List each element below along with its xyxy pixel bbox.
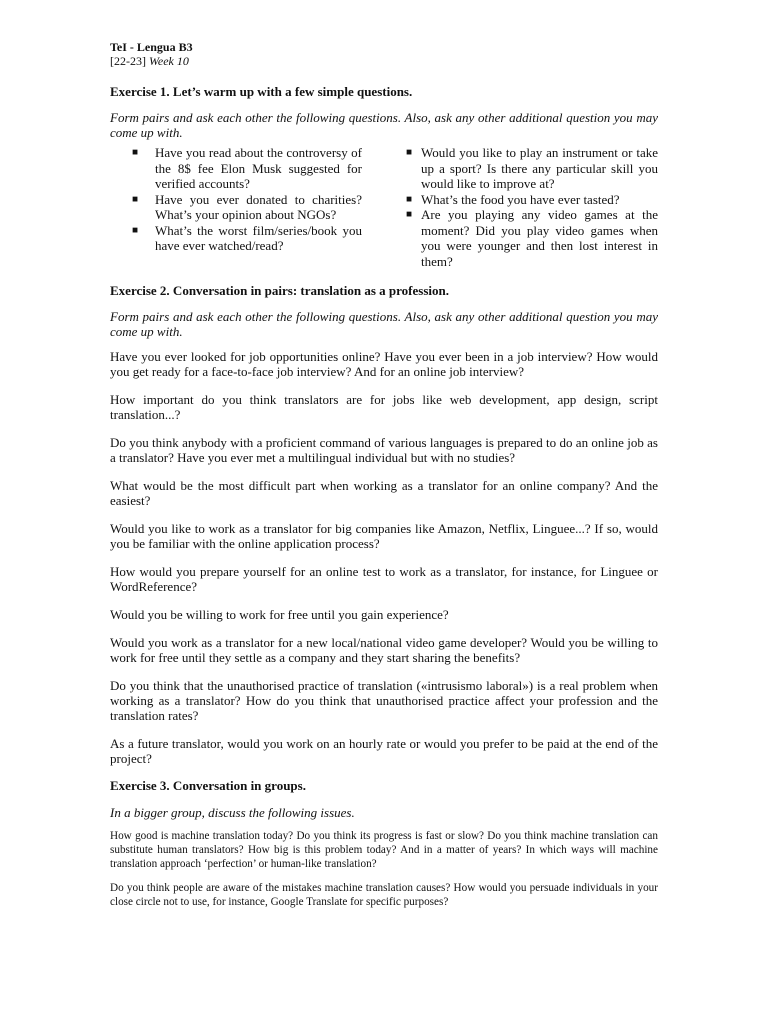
exercise-2-title: Exercise 2. Conversation in pairs: translation as a profession. (110, 283, 449, 298)
question-paragraph: Do you think anybody with a proficient command of various languages is prepared to do an online job as a translator? Have you ever met a multilingual individual but with no studies? (110, 435, 658, 465)
list-item: ■ Would you like to play an instrument or take up a sport? Is there any particular skill you would like to improve at? (406, 145, 658, 191)
document-page (110, 40, 658, 909)
exercise-3-title: Exercise 3. Conversation in groups. (110, 778, 306, 793)
term-line (110, 54, 658, 68)
question-paragraph: Have you ever looked for job opportunities online? Have you ever been in a job interview? How would you get ready for a face-to-face job interview? And for an online job interview? (110, 349, 658, 379)
right-column (406, 145, 658, 269)
bullet-icon: ■ (132, 147, 139, 158)
doc-header (110, 40, 658, 68)
exercise-1-title: Exercise 1. Let’s warm up with a few simple questions. (110, 84, 413, 99)
exercise-3-instructions: In a bigger group, discuss the following issues. (110, 805, 355, 820)
question-paragraph: Would you be willing to work for free until you gain experience? (110, 607, 449, 622)
question-paragraph: How important do you think translators are for jobs like web development, app design, script translation...? (110, 392, 658, 422)
bullet-icon: ■ (406, 147, 413, 158)
term: [22-23] (110, 54, 146, 68)
bullet-icon: ■ (132, 193, 139, 205)
course-title: TeI - Lengua B3 (110, 40, 193, 54)
week: Week 10 (149, 54, 189, 68)
bullet-icon: ■ (132, 224, 139, 236)
question-paragraph: Would you like to work as a translator for big companies like Amazon, Netflix, Linguee...? If so, would you be familiar with the online application process? (110, 521, 658, 551)
exercise-2-instructions: Form pairs and ask each other the following questions. Also, ask any other additional question you may come up with. (110, 309, 658, 339)
discussion-paragraph: How good is machine translation today? Do you think its progress is fast or slow? Do you think machine translation can substitute human translators? How big is this problem today? And in a matter of years? In which ways will machine translation approach ‘perfection’ or human-like translation? (110, 830, 658, 870)
exercise-1-questions (110, 145, 658, 269)
question-paragraph: How would you prepare yourself for an online test to work as a translator, for instance, for Linguee or WordReference? (110, 564, 658, 594)
bullet-icon: ■ (406, 209, 413, 220)
exercise-1-instructions: Form pairs and ask each other the following questions. Also, ask any other additional question you may come up with. (110, 110, 658, 140)
list-item: ■ What’s the food you have ever tasted? (406, 191, 620, 207)
list-item: ■ Have you read about the controversy of the 8$ fee Elon Musk suggested for verified accounts? (132, 145, 362, 191)
list-item: ■ Are you playing any video games at the moment? Did you play video games when you were younger and then lost interest in them? (406, 207, 658, 269)
bullet-icon: ■ (406, 193, 413, 205)
question-paragraph: What would be the most difficult part when working as a translator for an online company? And the easiest? (110, 478, 658, 508)
discussion-paragraph: Do you think people are aware of the mistakes machine translation causes? How would you persuade individuals in your close circle not to use, for instance, Google Translate for specific purposes? (110, 882, 658, 908)
question-paragraph: Would you work as a translator for a new local/national video game developer? Would you be willing to work for free until they settle as a company and they start sharing the benefits? (110, 635, 658, 665)
left-column (110, 145, 362, 269)
list-item: ■ What’s the worst film/series/book you have ever watched/read? (132, 222, 362, 253)
question-paragraph: Do you think that the unauthorised practice of translation («intrusismo laboral») is a real problem when working as a translator? How do you think that unauthorised practice affect your profession and the translation rates? (110, 678, 658, 723)
question-paragraph: As a future translator, would you work on an hourly rate or would you prefer to be paid at the end of the project? (110, 736, 658, 766)
list-item: ■ Have you ever donated to charities? What’s your opinion about NGOs? (132, 191, 362, 222)
